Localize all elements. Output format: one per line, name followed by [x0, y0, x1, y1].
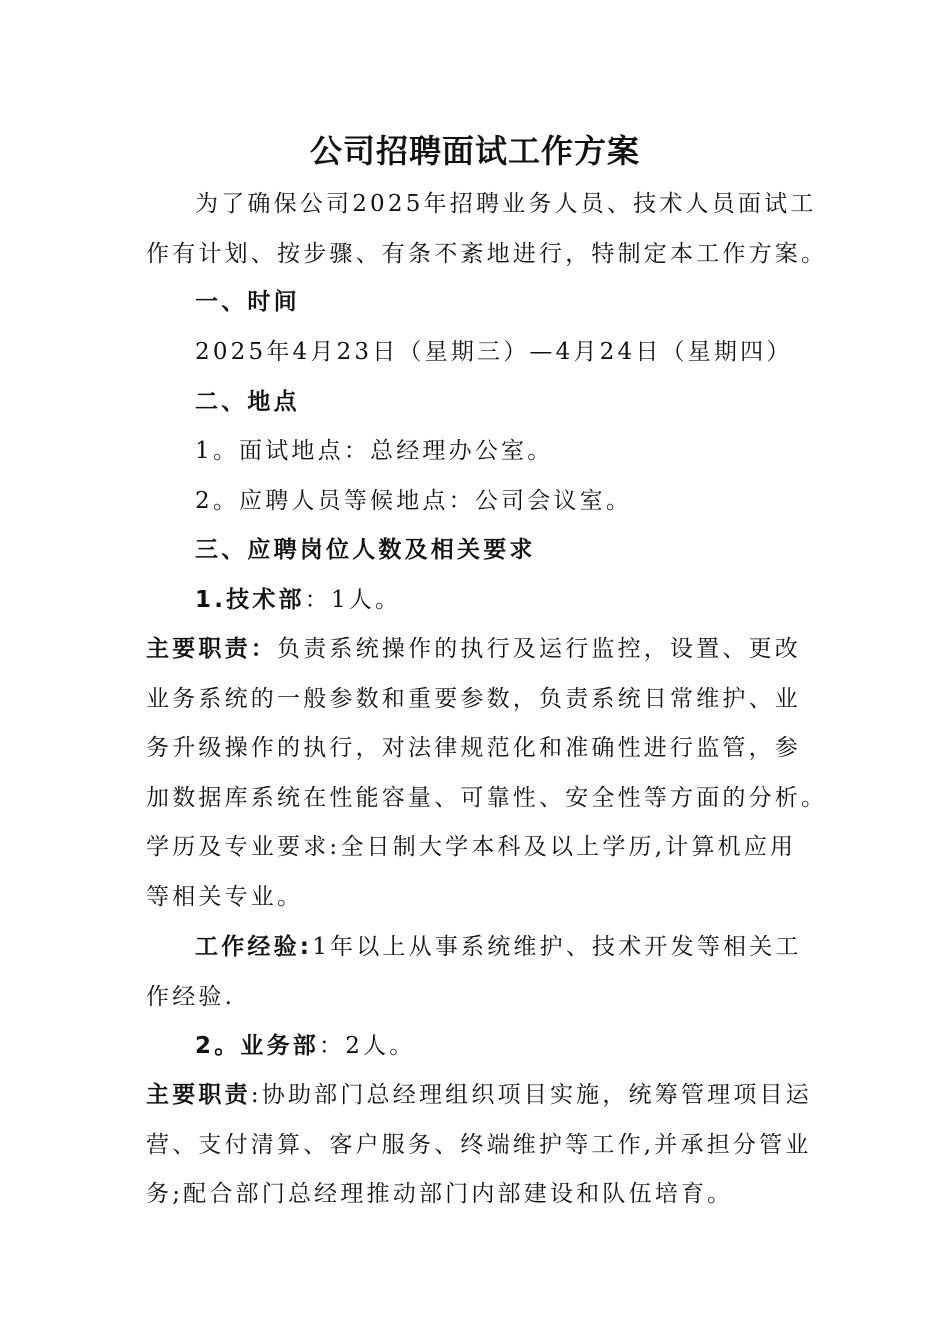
business-duties-line-2: 营、支付清算、客户服务、终端维护等工作,并承担分管业	[146, 1131, 812, 1158]
business-duties-paragraph	[146, 1071, 810, 1220]
business-duties-line-3: 务;配合部门总经理推动部门内部建设和队伍培育。	[146, 1181, 734, 1208]
section-heading-location: 二、地点	[195, 389, 300, 415]
intro-line-2: 作有计划、按步骤、有条不紊地进行，特制定本工作方案。	[146, 240, 828, 267]
business-duties-line-1	[146, 1071, 810, 1121]
tech-edu-line-2: 等相关专业。	[146, 883, 304, 910]
business-dept-line	[195, 1022, 810, 1072]
tech-experience-label: 工作经验:	[195, 934, 313, 960]
tech-duties-paragraph	[146, 625, 828, 923]
tech-duties-label: 主要职责：	[146, 636, 277, 662]
tech-experience-line-1	[146, 923, 810, 973]
tech-experience-text-1: 1年以上从事系统维护、技术开发等相关工	[312, 934, 802, 960]
tech-edu-line-1: 学历及专业要求:全日制大学本科及以上学历,计算机应用	[146, 834, 797, 861]
intro-line-1: 为了确保公司2025年招聘业务人员、技术人员面试工	[195, 191, 817, 217]
tech-dept-line	[195, 576, 810, 626]
tech-duties-line-4: 加数据库系统在性能容量、可靠性、安全性等方面的分析。	[146, 784, 828, 811]
section-heading-time: 一、时间	[195, 289, 300, 315]
tech-dept-label: 1.技术部	[195, 587, 305, 613]
time-text: 2025年4月23日（星期三）—4月24日（星期四）	[195, 339, 793, 365]
document-title: 公司招聘面试工作方案	[309, 132, 640, 170]
tech-duties-line-3: 务升级操作的执行，对法律规范化和准确性进行监管，参	[146, 735, 801, 762]
location-item-1: 1。面试地点：总经理办公室。	[195, 438, 554, 464]
tech-experience-paragraph	[146, 923, 810, 1022]
business-dept-label: 2。业务部	[195, 1033, 320, 1059]
tech-duties-line-2: 业务系统的一般参数和重要参数，负责系统日常维护、业	[146, 685, 801, 712]
section-heading-positions: 三、应聘岗位人数及相关要求	[195, 537, 536, 563]
location-item-2: 2。应聘人员等候地点：公司会议室。	[195, 488, 633, 514]
intro-paragraph	[146, 180, 828, 279]
business-duties-text-1: :协助部门总经理组织项目实施，统筹管理项目运	[250, 1082, 812, 1108]
business-dept-count: ：2人。	[319, 1033, 416, 1059]
business-duties-label: 主要职责	[146, 1082, 251, 1108]
tech-duties-line-1	[146, 625, 810, 675]
tech-duties-text-1: 负责系统操作的执行及运行监控，设置、更改	[277, 636, 801, 662]
tech-dept-count: ：1人。	[304, 587, 402, 613]
tech-experience-line-2: 作经验.	[146, 983, 236, 1010]
